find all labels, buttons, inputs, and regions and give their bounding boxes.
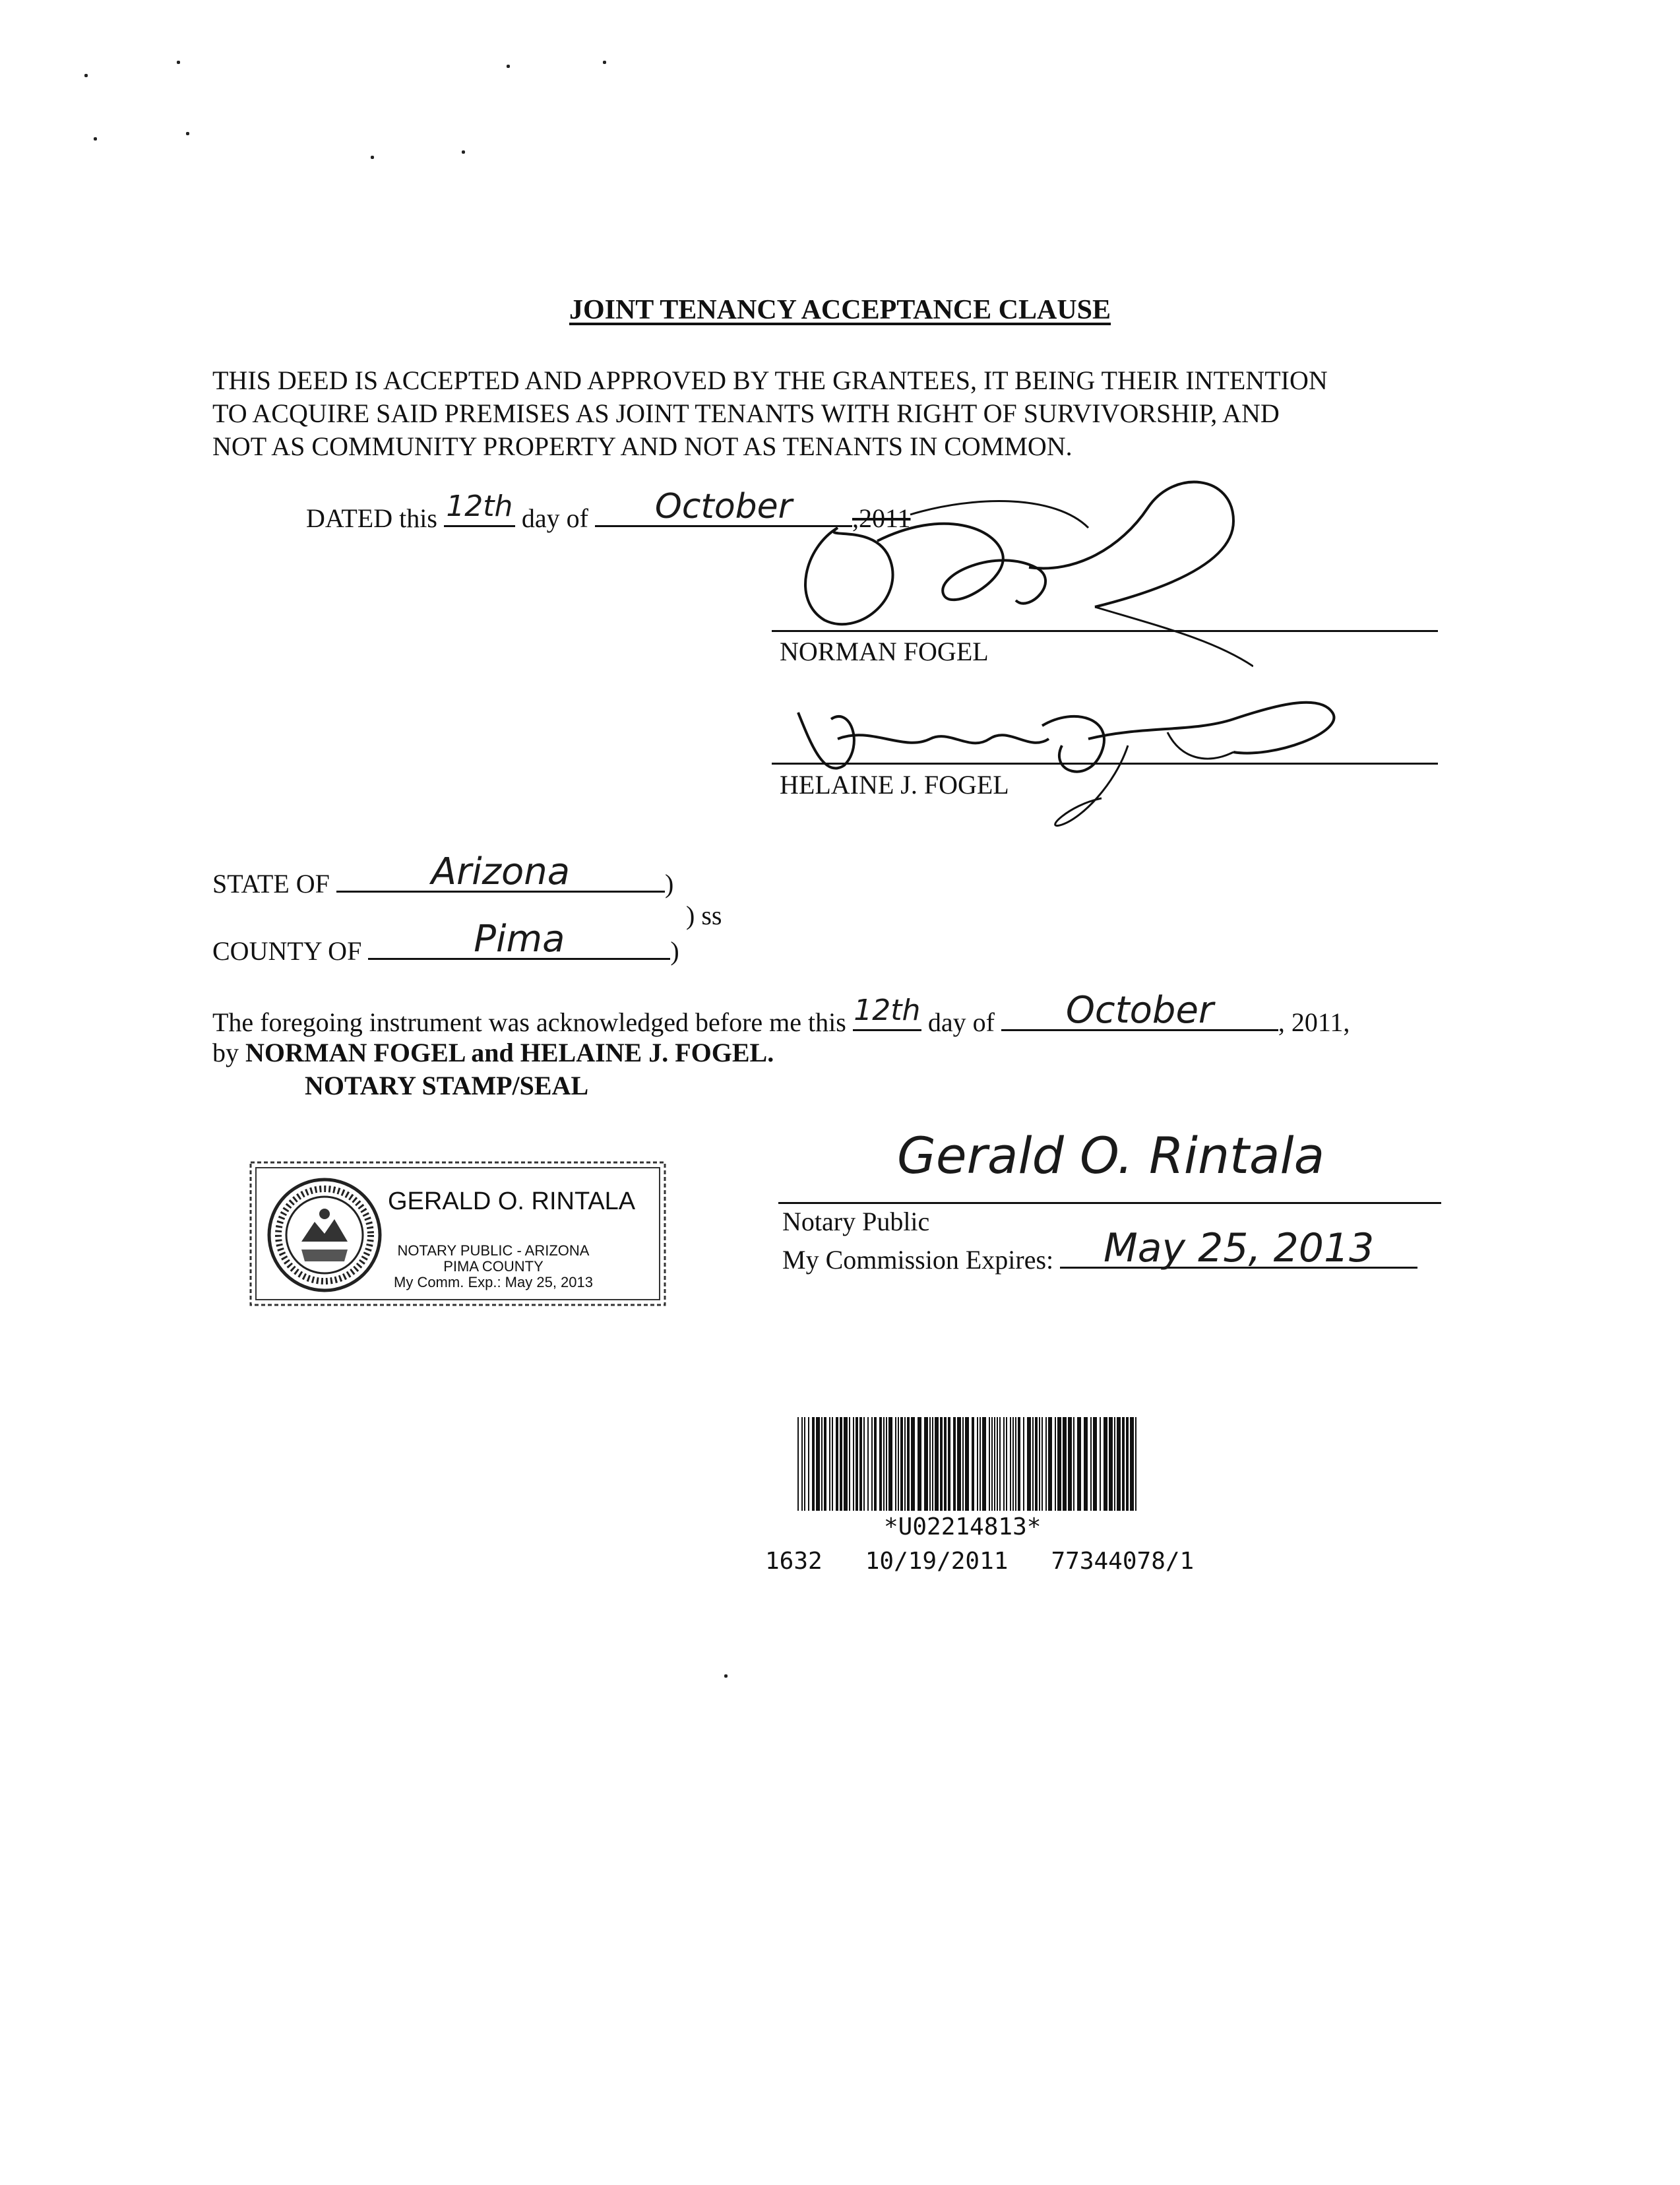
barcode-bar [895, 1417, 896, 1511]
barcode-bar [1073, 1417, 1074, 1511]
barcode-bar [853, 1417, 854, 1511]
document-title: JOINT TENANCY ACCEPTANCE CLAUSE [569, 295, 1111, 325]
barcode-bar [972, 1417, 974, 1511]
barcode-bar [1006, 1417, 1007, 1511]
barcode-bar [1114, 1417, 1115, 1511]
barcode-bar [940, 1417, 943, 1511]
scan-speck [724, 1674, 728, 1678]
commission-date-field [1060, 1225, 1417, 1271]
barcode-bar [1122, 1417, 1125, 1511]
barcode-bar [989, 1417, 990, 1511]
state-handwriting: Arizona [431, 850, 571, 893]
barcode-bar [1023, 1417, 1024, 1511]
barcode-bar [1093, 1417, 1097, 1511]
stamp-line: PIMA COUNTY [443, 1258, 544, 1275]
barcode-bar [812, 1417, 815, 1511]
commission-date-handwriting: May 25, 2013 [1103, 1225, 1375, 1271]
barcode-bar [1100, 1417, 1101, 1511]
barcode-bar [932, 1417, 933, 1511]
barcode-bar [994, 1417, 995, 1511]
county-line [212, 918, 679, 967]
barcode-bar [1077, 1417, 1081, 1511]
barcode-bar [1126, 1417, 1129, 1511]
barcode-bar [1048, 1417, 1052, 1511]
ack-day-handwriting: 12th [854, 994, 921, 1027]
paragraph-line: TO ACQUIRE SAID PREMISES AS JOINT TENANTS WITH RIGHT OF SURVIVORSHIP, AND [212, 398, 1280, 428]
dated-day-handwriting: 12th [446, 490, 513, 523]
paragraph-line: NOT AS COMMUNITY PROPERTY AND NOT AS TENANTS IN COMMON. [212, 431, 1073, 461]
barcode-bar [900, 1417, 903, 1511]
barcode-bar [816, 1417, 820, 1511]
barcode-text: *U02214813* [884, 1513, 1042, 1540]
barcode-bar [1018, 1417, 1020, 1511]
barcode-bar [1039, 1417, 1040, 1511]
dated-day-field [444, 490, 515, 527]
scan-speck [462, 150, 465, 154]
barcode-bar [840, 1417, 842, 1511]
ack-month-field [1001, 989, 1278, 1032]
venue-ss: ) ss [686, 901, 722, 930]
barcode-bar [886, 1417, 887, 1511]
barcode-bar [888, 1417, 892, 1511]
barcode-bar [1063, 1417, 1067, 1511]
barcode-bar [944, 1417, 947, 1511]
dated-mid: day of [521, 503, 588, 533]
barcode-bar [871, 1417, 873, 1511]
barcode-bar [829, 1417, 830, 1511]
paragraph-line: THIS DEED IS ACCEPTED AND APPROVED BY THE GRANTEES, IT BEING THEIR INTENTION [212, 365, 1328, 395]
notary-signature-line [778, 1202, 1441, 1204]
recording-footer: 1632 10/19/2011 77344078/1 [765, 1548, 1195, 1575]
barcode-bar [867, 1417, 869, 1511]
barcode-bar [1015, 1417, 1016, 1511]
barcode-bar [1109, 1417, 1113, 1511]
notary-stamp-label: NOTARY STAMP/SEAL [305, 1071, 589, 1100]
barcode-bar [898, 1417, 899, 1511]
barcode-bar [904, 1417, 906, 1511]
barcode-bar [821, 1417, 823, 1511]
scan-speck [186, 132, 189, 135]
commission-line [782, 1225, 1417, 1276]
barcode-bar [1057, 1417, 1061, 1511]
notary-signature: Gerald O. Rintala [897, 1126, 1325, 1185]
barcode-bar [836, 1417, 838, 1511]
state-line [212, 850, 674, 900]
barcode-bar [911, 1417, 915, 1511]
recording-barcode [796, 1417, 1140, 1511]
ack-year: , 2011, [1278, 1007, 1350, 1037]
signer-name: NORMAN FOGEL [780, 637, 989, 666]
barcode-bar [977, 1417, 978, 1511]
state-label: STATE OF [212, 869, 330, 899]
barcode-bar [962, 1417, 964, 1511]
barcode-bar [1084, 1417, 1088, 1511]
barcode-bar [1135, 1417, 1136, 1511]
signature-helaine-fogel [772, 666, 1352, 838]
county-field [368, 918, 670, 961]
state-field [336, 850, 665, 893]
arizona-seal-icon [265, 1176, 384, 1294]
notary-title: Notary Public [782, 1207, 930, 1236]
scan-speck [507, 65, 510, 68]
barcode-bar [991, 1417, 993, 1511]
ack-day-field [853, 994, 921, 1031]
barcode-bar [1090, 1417, 1092, 1511]
barcode-bar [957, 1417, 961, 1511]
ack-prefix: The foregoing instrument was acknowledged before me this [212, 1007, 846, 1037]
barcode-bar [982, 1417, 986, 1511]
barcode-bar [1055, 1417, 1056, 1511]
barcode-bar [1003, 1417, 1005, 1511]
barcode-bar [832, 1417, 833, 1511]
barcode-bar [1012, 1417, 1014, 1511]
barcode-bar [1027, 1417, 1031, 1511]
barcode-bar [859, 1417, 862, 1511]
stamp-notary-name: GERALD O. RINTALA [388, 1188, 636, 1215]
stamp-line: NOTARY PUBLIC - ARIZONA [397, 1242, 590, 1259]
barcode-bar [849, 1417, 850, 1511]
scan-speck [603, 61, 606, 64]
barcode-bar [1032, 1417, 1034, 1511]
dated-month-handwriting: October [654, 487, 793, 526]
barcode-bar [1068, 1417, 1072, 1511]
barcode-bar [1035, 1417, 1038, 1511]
barcode-bar [874, 1417, 877, 1511]
dated-year: ,2011 [852, 503, 911, 533]
scan-speck [177, 61, 180, 64]
signature-line [772, 763, 1438, 765]
barcode-bar [1045, 1417, 1047, 1511]
barcode-bar [1117, 1417, 1121, 1511]
barcode-bar [929, 1417, 931, 1511]
ack-by: by [212, 1038, 245, 1067]
county-label: COUNTY OF [212, 936, 362, 966]
barcode-bar [907, 1417, 910, 1511]
acknowledgment-line [212, 989, 1350, 1038]
barcode-bar [804, 1417, 805, 1511]
barcode-bar [999, 1417, 1001, 1511]
stamp-line: My Comm. Exp.: May 25, 2013 [394, 1274, 593, 1290]
barcode-bar [801, 1417, 803, 1511]
barcode-bar [935, 1417, 939, 1511]
barcode-bar [1010, 1417, 1011, 1511]
barcode-bar [1130, 1417, 1134, 1511]
scan-speck [371, 156, 374, 159]
barcode-bar [824, 1417, 826, 1511]
barcode-bar [918, 1417, 921, 1511]
scan-speck [94, 137, 97, 141]
barcode-bar [883, 1417, 885, 1511]
acceptance-paragraph [212, 364, 1328, 463]
barcode-bar [965, 1417, 969, 1511]
ack-names: NORMAN FOGEL and HELAINE J. FOGEL. [245, 1038, 774, 1067]
dated-prefix: DATED this [306, 503, 437, 533]
county-paren: ) [670, 936, 679, 966]
ack-mid: day of [927, 1007, 995, 1037]
state-paren: ) [664, 869, 674, 899]
acknowledgment-names-line [212, 1037, 774, 1069]
signer-name: HELAINE J. FOGEL [780, 770, 1009, 800]
barcode-bar [863, 1417, 865, 1511]
barcode-bar [1104, 1417, 1107, 1511]
barcode-bar [948, 1417, 950, 1511]
barcode-bar [997, 1417, 998, 1511]
barcode-bar [844, 1417, 848, 1511]
county-handwriting: Pima [474, 918, 565, 961]
barcode-bar [980, 1417, 981, 1511]
barcode-bar [808, 1417, 809, 1511]
barcode-bar [924, 1417, 928, 1511]
barcode-bar [879, 1417, 882, 1511]
signature-line [772, 630, 1438, 632]
barcode-bar [953, 1417, 956, 1511]
commission-label: My Commission Expires: [782, 1245, 1054, 1275]
barcode-bar [797, 1417, 799, 1511]
ack-month-handwriting: October [1065, 989, 1214, 1032]
barcode-bar [856, 1417, 858, 1511]
barcode-bar [1042, 1417, 1043, 1511]
scan-speck [84, 74, 88, 77]
